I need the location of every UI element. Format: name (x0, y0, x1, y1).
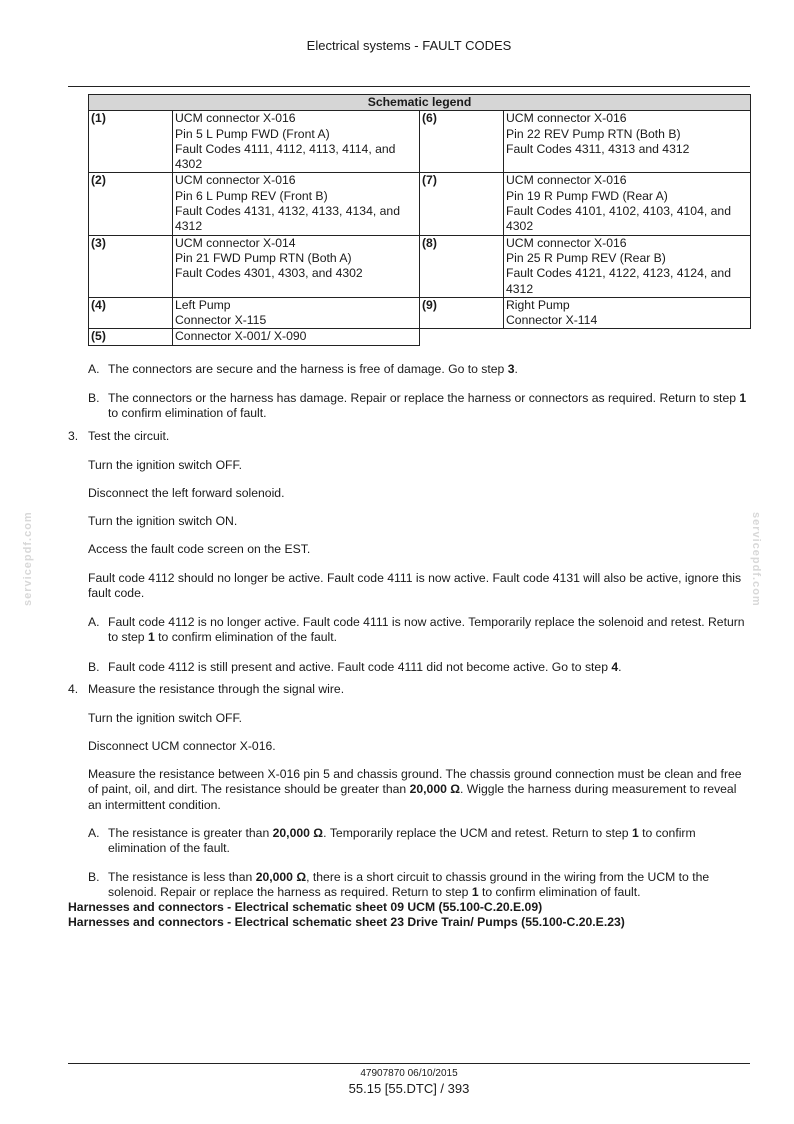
step-4-result-a (68, 826, 750, 857)
legend-item-number: (1) (89, 111, 173, 173)
legend-row (89, 235, 751, 297)
link-schematic-sheet-09[interactable]: Harnesses and connectors - Electrical schematic sheet 09 UCM (55.100-C.20.E.09) (68, 900, 543, 914)
result-text-end: to confirm elimination of fault. (478, 885, 641, 900)
result-text-end: to confirm elimination of the fault. (108, 826, 696, 856)
legend-line: 4302 (506, 219, 534, 234)
step-link[interactable]: 4 (611, 660, 619, 674)
legend-row (89, 173, 751, 235)
step-4-result-b (68, 870, 750, 901)
link-schematic-sheet-23[interactable]: Harnesses and connectors - Electrical schematic sheet 23 Drive Train/ Pumps (55.100-C.20.E.23) (68, 915, 625, 930)
legend-line: Right Pump (506, 297, 570, 312)
result-text: The resistance is greater than (108, 826, 273, 840)
legend-item-number: (7) (420, 173, 504, 235)
legend-line: UCM connector X-016 (506, 173, 627, 188)
step-title: Test the circuit. (88, 429, 170, 443)
footer-divider (68, 1063, 750, 1064)
header-divider (68, 86, 750, 87)
legend-line: UCM connector X-016 (175, 111, 296, 126)
legend-row (89, 297, 751, 329)
legend-line: 4312 (506, 281, 534, 296)
legend-line: Fault Codes 4301, 4303, and 4302 (175, 266, 363, 281)
step-4-result-b-block (68, 870, 750, 901)
step-3-para-3: Turn the ignition switch ON. (88, 514, 238, 528)
result-text: Fault code 4112 is still present and active. Fault code 4111 did not become active. Go to step (108, 660, 612, 674)
step-3-block (68, 429, 750, 444)
legend-line: Pin 22 REV Pump RTN (Both B) (506, 126, 681, 141)
result-text-end: to confirm elimination of fault. (108, 406, 267, 421)
legend-item-description (173, 235, 420, 297)
legend-item-description (173, 297, 420, 329)
legend-empty-cell (420, 329, 751, 345)
legend-line: UCM connector X-016 (175, 173, 296, 188)
step-4-heading (68, 682, 750, 697)
legend-line: Connector X-115 (175, 313, 267, 328)
step-4-block (68, 682, 750, 697)
legend-line: Pin 25 R Pump REV (Rear B) (506, 250, 666, 265)
legend-item-description (504, 235, 751, 297)
step-4-result-a-block (68, 826, 750, 857)
result-text: The connectors or the harness has damage. Repair or replace the harness or connectors as required. Return to step (108, 391, 740, 405)
result-label: B. (88, 391, 100, 405)
footer-page-number: 55.15 [55.DTC] / 393 (348, 1081, 470, 1096)
legend-line: Fault Codes 4131, 4132, 4133, 4134, and (175, 204, 400, 219)
step-title: Measure the resistance through the signal wire. (88, 682, 345, 696)
resistance-value: 20,000 Ω (255, 870, 307, 884)
step-3-result-a-block (68, 615, 750, 646)
watermark-left: servicepdf.com (22, 511, 34, 606)
result-label: B. (88, 870, 100, 884)
result-label: B. (88, 660, 100, 674)
step-3-para-2: Disconnect the left forward solenoid. (88, 486, 285, 500)
step-link[interactable]: 3 (507, 362, 515, 376)
legend-line: Connector X-114 (506, 313, 598, 328)
step-2-results (68, 362, 750, 377)
result-label: A. (88, 362, 100, 376)
result-text-end: . (514, 362, 518, 376)
legend-item-description (173, 111, 420, 173)
legend-line: Fault Codes 4111, 4112, 4113, 4114, and (175, 141, 396, 156)
legend-line: Pin 6 L Pump REV (Front B) (175, 188, 328, 203)
legend-line: UCM connector X-014 (175, 235, 296, 250)
step-2-result-a (68, 362, 750, 377)
legend-line: Fault Codes 4101, 4102, 4103, 4104, and (506, 204, 731, 219)
legend-line: Fault Codes 4311, 4313 and 4312 (506, 141, 690, 156)
legend-title: Schematic legend (89, 95, 751, 111)
result-text-end: . (618, 660, 622, 674)
legend-item-number: (5) (89, 329, 173, 345)
legend-item-number: (2) (89, 173, 173, 235)
step-link[interactable]: 1 (739, 391, 747, 405)
result-text-end: to confirm elimination of the fault. (154, 630, 337, 645)
step-link[interactable]: 1 (471, 885, 479, 900)
legend-line: 4302 (175, 157, 203, 172)
footer-document-id: 47907870 06/10/2015 (360, 1068, 458, 1079)
result-text: The connectors are secure and the harness is free of damage. Go to step (108, 362, 508, 376)
watermark-right: servicepdf.com (750, 512, 762, 607)
step-2-result-b (68, 391, 750, 422)
result-label: A. (88, 826, 100, 840)
legend-row (89, 111, 751, 173)
step-4-para-1: Turn the ignition switch OFF. (88, 711, 242, 725)
schematic-legend-table (88, 94, 751, 346)
step-3-result-b-block (68, 660, 750, 675)
step-number: 4. (68, 682, 79, 696)
legend-line: Fault Codes 4121, 4122, 4123, 4124, and (506, 266, 731, 281)
step-number: 3. (68, 429, 79, 443)
legend-item-number: (8) (420, 235, 504, 297)
step-4-measure-para (68, 767, 750, 813)
legend-item-description (504, 173, 751, 235)
legend-line: 4312 (175, 219, 203, 234)
related-links (68, 900, 768, 931)
step-3-para-5: Fault code 4112 should no longer be active. Fault code 4111 is now active. Fault code 4131 will also be active, ignore this fault code. (88, 571, 742, 601)
page-header-title: Electrical systems - FAULT CODES (306, 38, 512, 53)
legend-body (89, 111, 751, 345)
legend-line: Pin 21 FWD Pump RTN (Both A) (175, 250, 352, 265)
legend-item-description (173, 173, 420, 235)
step-3-para-4: Access the fault code screen on the EST. (88, 542, 311, 556)
legend-row (89, 329, 751, 345)
legend-line: Pin 5 L Pump FWD (Front A) (175, 126, 330, 141)
legend-item-number: (9) (420, 297, 504, 329)
legend-line: UCM connector X-016 (506, 235, 627, 250)
legend-line: UCM connector X-016 (506, 111, 627, 126)
result-text: Fault code 4112 is no longer active. Fault code 4111 is now active. Temporarily replace the solenoid and retest. Return to step (108, 615, 745, 645)
legend-item-description (504, 111, 751, 173)
step-3-result-a (68, 615, 750, 646)
measure-text-end: . Wiggle the harness during measurement to reveal an intermittent condition. (88, 782, 737, 812)
legend-line: Pin 19 R Pump FWD (Rear A) (506, 188, 668, 203)
legend-item-description (504, 297, 751, 329)
legend-line: Left Pump (175, 297, 231, 312)
step-4-para-2: Disconnect UCM connector X-016. (88, 739, 276, 753)
result-label: A. (88, 615, 100, 629)
resistance-value: 20,000 Ω (272, 826, 324, 840)
step-3-result-b (68, 660, 750, 675)
resistance-value: 20,000 Ω (409, 782, 461, 797)
legend-item-number: (3) (89, 235, 173, 297)
legend-line: Connector X-001/ X-090 (175, 329, 307, 344)
result-text-mid: . Temporarily replace the UCM and retest. Return to step (323, 826, 632, 840)
legend-item-description (173, 329, 420, 345)
result-text: The resistance is less than (108, 870, 256, 884)
step-3-heading (68, 429, 750, 444)
step-2-result-b-block (68, 391, 750, 422)
legend-item-number: (6) (420, 111, 504, 173)
measure-text: Measure the resistance between X-016 pin 5 and chassis ground. The chassis ground connection must be clean and free of paint, oil, and dirt. The resistance should be greater than (88, 767, 742, 797)
step-3-para-1: Turn the ignition switch OFF. (88, 458, 242, 472)
step-link[interactable]: 1 (147, 630, 155, 645)
result-text-mid: , there is a short circuit to chassis ground in the wiring from the UCM to the solenoid. Repair or replace the harness as required. Return to step (108, 870, 710, 900)
legend-item-number: (4) (89, 297, 173, 329)
step-link[interactable]: 1 (631, 826, 639, 840)
